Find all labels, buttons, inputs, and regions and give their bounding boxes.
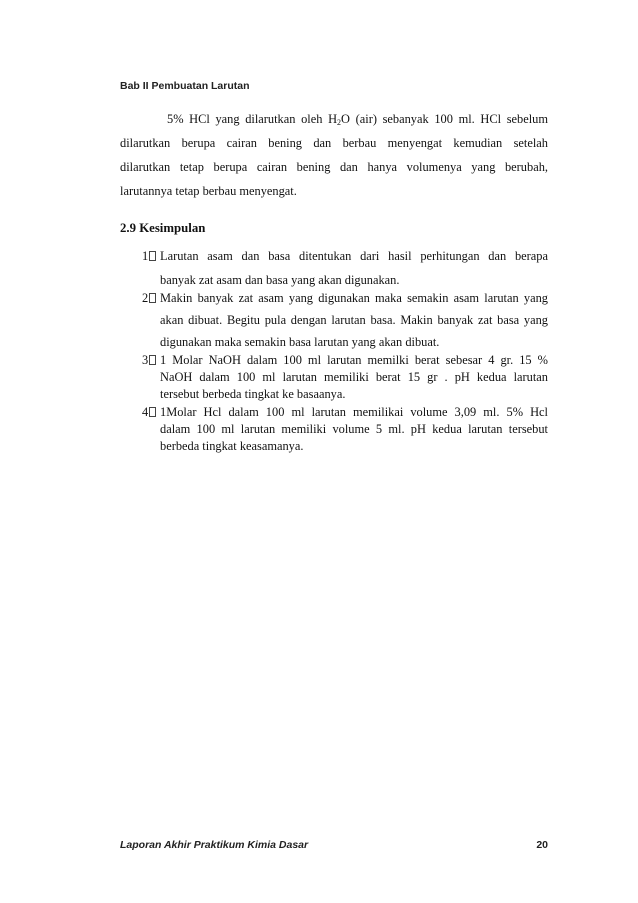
list-number: 1 bbox=[142, 244, 156, 268]
intro-line-1: 5% HCl yang dilarutkan oleh $H_2O$ (air) sebanyak 100 ml. HCl sebelum bbox=[167, 112, 549, 127]
section-title: 2.9 Kesimpulan bbox=[120, 221, 206, 235]
page-footer bbox=[120, 839, 548, 851]
chapter-header: Bab II Pembuatan Larutan bbox=[120, 80, 250, 92]
list-number: 4 bbox=[142, 404, 156, 421]
missing-glyph-box bbox=[149, 355, 156, 365]
list-number: 3 bbox=[142, 352, 156, 369]
intro-line-3: dilarutkan tetap berupa cairan bening dan hanya volumenya yang berubah, bbox=[120, 160, 548, 174]
list-number: 2 bbox=[142, 287, 156, 309]
list-item-text: 1Molar Hcl dalam 100 ml larutan memilikai volume 3,09 ml. 5% Hcl dalam 100 ml larutan memiliki volume 5 ml. pH kedua larutan tersebut berbeda tingkat keasamanya. bbox=[160, 405, 548, 453]
page-number: 20 bbox=[536, 839, 548, 851]
intro-paragraph bbox=[120, 107, 548, 203]
list-item-text: Makin banyak zat asam yang digunakan maka semakin asam larutan yang akan dibuat. Begitu pula dengan larutan basa. Makin banyak zat basa yang digunakan maka semakin basa larutan yang akan dibuat. bbox=[160, 291, 548, 349]
list-item-text: Larutan asam dan basa ditentukan dari hasil perhitungan dan berapa banyak zat asam dan basa yang akan digunakan. bbox=[160, 249, 548, 287]
missing-glyph-box bbox=[149, 293, 156, 303]
intro-line-4: larutannya tetap berbau menyengat. bbox=[120, 184, 297, 198]
missing-glyph-box bbox=[149, 251, 156, 261]
footer-title: Laporan Akhir Praktikum Kimia Dasar bbox=[120, 839, 309, 851]
intro-line-2: dilarutkan berupa cairan bening dan berbau menyengat kemudian setelah bbox=[120, 136, 548, 150]
list-item-text: 1 Molar NaOH dalam 100 ml larutan memilki berat sebesar 4 gr. 15 % NaOH dalam 100 ml larutan memiliki berat 15 gr . pH kedua larutan tersebut berbeda tingkat ke basaanya. bbox=[160, 353, 548, 401]
missing-glyph-box bbox=[149, 407, 156, 417]
